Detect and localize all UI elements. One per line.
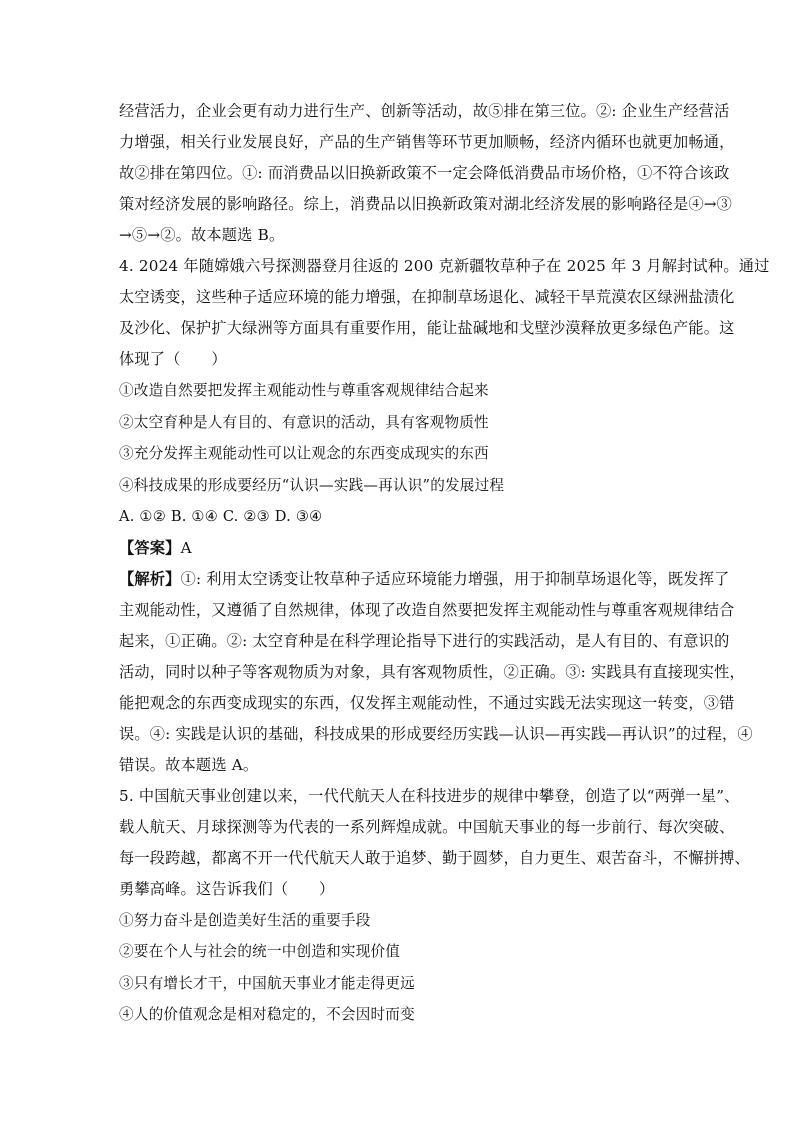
- line-text: 能把观念的东西变成现实的东西，仅发挥主观能动性，不通过实践无法实现这一转变，③错: [119, 693, 735, 712]
- line-text: →⑤→②。故本题选 B。: [119, 226, 285, 244]
- option-line: [119, 905, 679, 937]
- option-line: [119, 438, 679, 470]
- line-text: ④人的价值观念是相对稳定的，不会因时而变: [119, 1006, 415, 1023]
- line-text: ②太空育种是人有目的、有意识的活动，具有客观物质性: [119, 413, 489, 431]
- text-line: [119, 96, 730, 127]
- line-text: ④科技成果的形成要经历“认识—实践—再认识”的发展过程: [119, 476, 505, 494]
- section-label: 【解析】: [119, 569, 181, 588]
- line-text: ①改造自然要把发挥主观能动性与尊重客观规律结合起来: [119, 382, 489, 399]
- line-text: 策对经济发展的影响路径。综上，消费品以旧换新政策对湖北经济发展的影响路径是④→③: [119, 195, 733, 213]
- line-text: 力增强，相关行业发展良好，产品的生产销售等环节更加顺畅，经济内循环也就更加畅通，: [119, 133, 735, 151]
- line-text: 误。④: 实践是认识的基础，科技成果的形成要经历实践—认识—再实践—再认识”的过程，④: [119, 724, 753, 743]
- line-text: 每一段跨越，都离不开一代代航天人敢于追梦、勤于圆梦，自力更生、艰苦奋斗，不懈拼搏、: [119, 848, 750, 867]
- line-text: 故②排在第四位。①: 而消费品以旧换新政策不一定会降低消费品市场价格，①不符合该政: [119, 164, 730, 182]
- option-line: [119, 470, 679, 502]
- option-line: [119, 968, 679, 1000]
- text-line: [119, 189, 733, 220]
- option-line: [119, 375, 679, 407]
- text-line: [119, 595, 735, 626]
- line-text: 主观能动性，又遵循了自然规律，体现了改造自然要把发挥主观能动性与尊重客观规律结合: [119, 600, 735, 619]
- text-line: [119, 564, 730, 595]
- line-text: 经营活力，企业会更有动力进行生产、创新等活动，故⑤排在第三位。②: 企业生产经营活: [119, 102, 730, 120]
- option-line: [119, 501, 679, 533]
- line-text: ③只有增长才干，中国航天事业才能走得更远: [119, 974, 415, 992]
- text-line: [119, 688, 735, 719]
- text-line: [119, 220, 679, 251]
- text-line: [119, 127, 735, 158]
- option-line: [119, 407, 679, 439]
- line-text: A. ①② B. ①④ C. ②③ D. ③④: [119, 508, 323, 525]
- text-line: [119, 344, 679, 375]
- text-line: [119, 533, 679, 564]
- line-text: 起来，①正确。②: 太空育种是在科学理论指导下进行的实践活动，是人有目的、有意识的: [119, 631, 730, 650]
- line-text: 及沙化、保护扩大绿洲等方面具有重要作用，能让盐碱地和戈壁沙漠释放更多绿色产能。这: [119, 319, 735, 337]
- line-text: 5. 中国航天事业创建以来，一代代航天人在科技进步的规律中攀登，创造了以“两弹一星”、: [119, 786, 740, 805]
- text-line: [119, 282, 735, 313]
- text-line: [119, 158, 730, 189]
- line-text: 勇攀高峰。这告诉我们（ ）: [119, 879, 335, 898]
- text-line: [119, 719, 753, 750]
- text-line: [119, 251, 770, 282]
- line-text: 活动，同时以种子等客观物质为对象，具有客观物质性，②正确。③: 实践具有直接现实性，: [119, 662, 745, 681]
- option-line: [119, 936, 679, 968]
- line-text: A: [180, 538, 192, 557]
- option-line: [119, 999, 679, 1031]
- text-line: [119, 313, 735, 344]
- line-text: ②要在个人与社会的统一中创造和实现价值: [119, 943, 401, 960]
- document-body: [119, 96, 770, 1031]
- text-line: [119, 812, 735, 843]
- line-text: 错误。故本题选 A。: [119, 755, 259, 774]
- line-text: 载人航天、月球探测等为代表的一系列辉煌成就。中国航天事业的每一步前行、每次突破、: [119, 817, 735, 836]
- line-text: ①努力奋斗是创造美好生活的重要手段: [119, 911, 371, 929]
- text-line: [119, 843, 750, 874]
- line-text: 体现了（ ）: [119, 350, 227, 368]
- text-line: [119, 750, 679, 781]
- line-text: 4. 2024 年随嫦娥六号探测器登月往返的 200 克新疆牧草种子在 2025 年 3 月解封试种。通过: [119, 257, 770, 275]
- line-text: ①: 利用太空诱变让牧草种子适应环境能力增强，用于抑制草场退化等，既发挥了: [180, 569, 730, 588]
- section-label: 【答案】: [119, 538, 181, 557]
- line-text: ③充分发挥主观能动性可以让观念的东西变成现实的东西: [119, 445, 489, 462]
- text-line: [119, 781, 740, 812]
- line-text: 太空诱变，这些种子适应环境的能力增强，在抑制草场退化、减轻干旱荒漠农区绿洲盐渍化: [119, 288, 735, 306]
- text-line: [119, 657, 745, 688]
- text-line: [119, 874, 679, 905]
- text-line: [119, 626, 730, 657]
